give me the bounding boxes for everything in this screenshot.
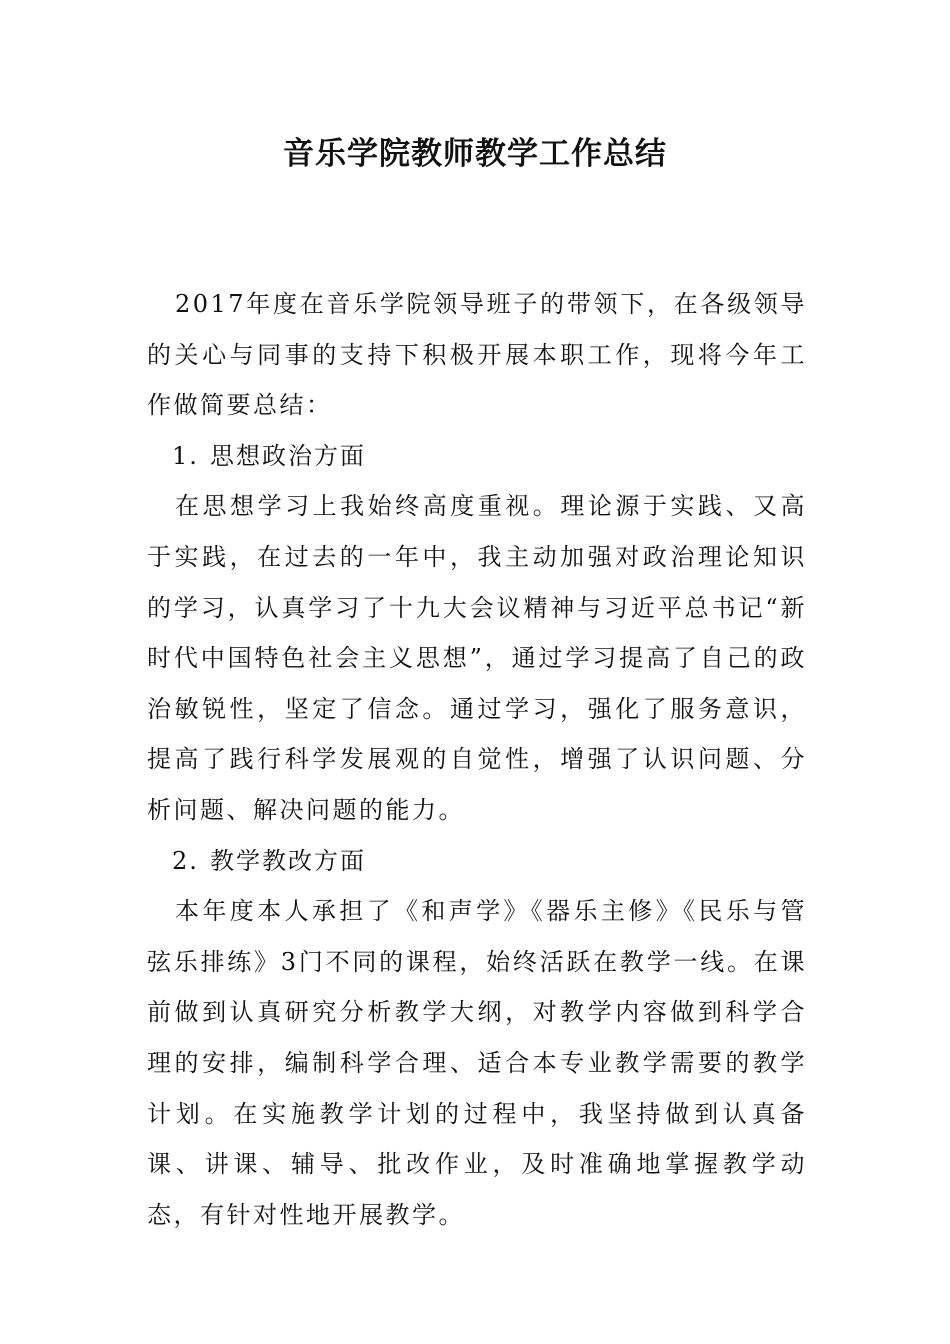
document-title: 音乐学院教师教学工作总结: [283, 136, 667, 172]
section-title-2: 教学教改方面: [210, 846, 366, 875]
section-body-2: 本年度本人承担了《和声学》《器乐主修》《民乐与管弦乐排练》3门不同的课程，始终活跃在教学一线。在课前做到认真研究分析教学大纲，对教学内容做到科学合理的安排，编制科学合理、适合本专业教学需要的教学计划。在实施教学计划的过程中，我坚持做到认真备课、讲课、辅导、批改作业，及时准确地掌握教学动态，有针对性地开展教学。: [147, 897, 807, 1229]
section-body-1: 在思想学习上我始终高度重视。理论源于实践、又高于实践，在过去的一年中，我主动加强对政治理论知识的学习，认真学习了十九大会议精神与习近平总书记“新时代中国特色社会主义思想”，通过学习提高了自己的政治敏锐性，坚定了信念。通过学习，强化了服务意识，提高了践行科学发展观的自觉性，增强了认识问题、分析问题、解决问题的能力。: [147, 492, 807, 824]
section-heading-2: [147, 836, 807, 887]
section-title-1: 思想政治方面: [210, 441, 366, 470]
intro-paragraph: 2017年度在音乐学院领导班子的带领下，在各级领导的关心与同事的支持下积极开展本职工作，现将今年工作做简要总结：: [147, 290, 807, 420]
section-number-2: 2.: [172, 846, 199, 875]
section-heading-1: [147, 431, 807, 482]
section-number-1: 1.: [172, 441, 199, 470]
document-body: [147, 279, 807, 1240]
